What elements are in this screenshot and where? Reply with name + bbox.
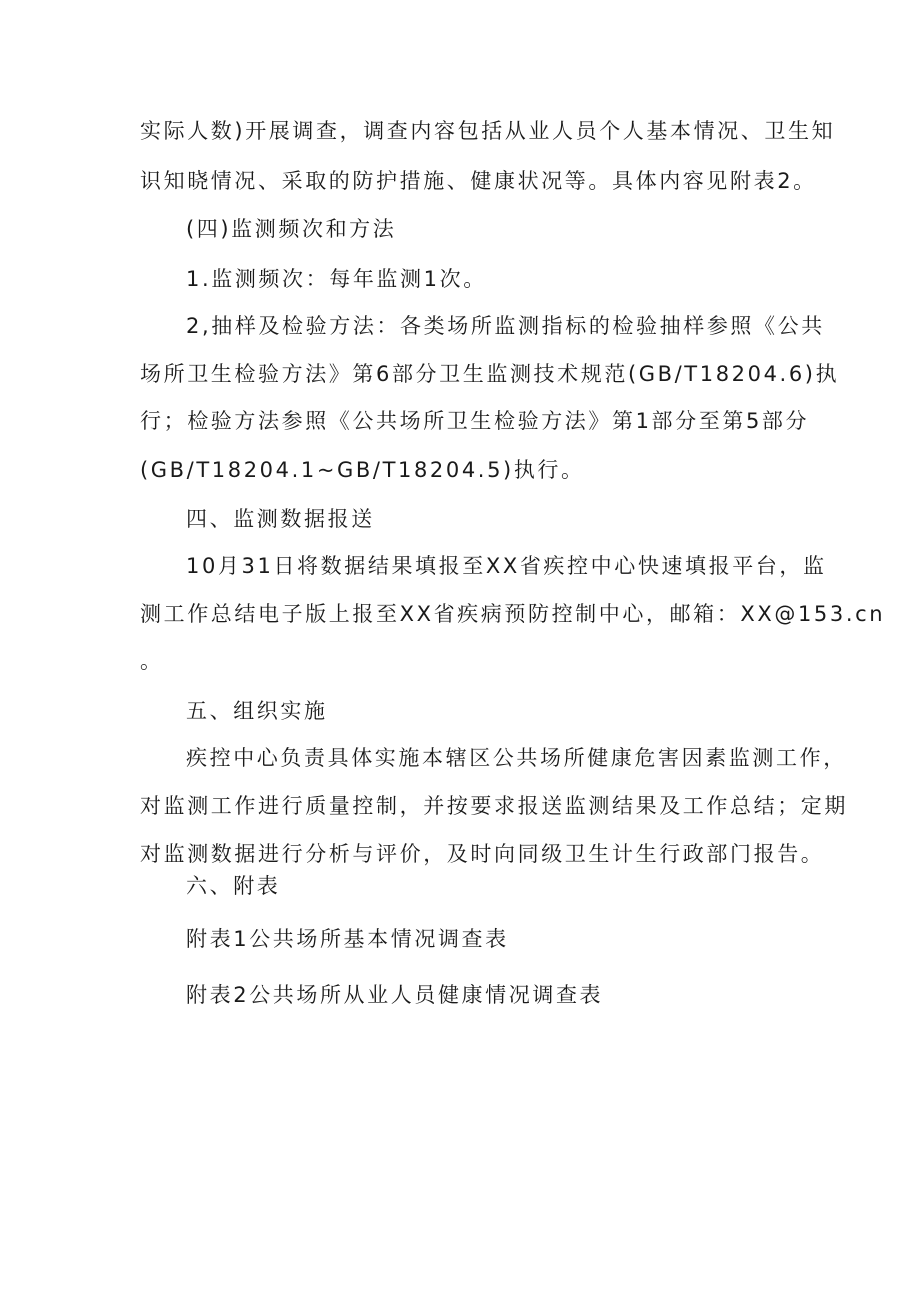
paragraph-line: 2,抽样及检验方法：各类场所监测指标的检验抽样参照《公共: [186, 314, 825, 338]
paragraph-line: (GB/T18204.1~GB/T18204.5)执行。: [140, 458, 585, 482]
paragraph-line: 场所卫生检验方法》第6部分卫生监测技术规范(GB/T18204.6)执: [140, 362, 840, 386]
section-heading-organization: 五、组织实施: [186, 699, 328, 723]
paragraph-line: 对监测工作进行质量控制，并按要求报送监测结果及工作总结；定期: [140, 794, 848, 818]
appendix-item-2: 附表2公共场所从业人员健康情况调查表: [186, 983, 604, 1007]
paragraph-line: 测工作总结电子版上报至XX省疾病预防控制中心，邮箱：XX@153.cn: [140, 602, 886, 626]
paragraph-line: 识知晓情况、采取的防护措施、健康状况等。具体内容见附表2。: [140, 169, 817, 193]
paragraph-line: 。: [140, 649, 164, 673]
paragraph-line: 实际人数)开展调查，调查内容包括从业人员个人基本情况、卫生知: [140, 119, 836, 143]
paragraph-line: 疾控中心负责具体实施本辖区公共场所健康危害因素监测工作，: [186, 746, 847, 770]
paragraph-line: 10月31日将数据结果填报至XX省疾控中心快速填报平台，监: [186, 554, 827, 578]
section-heading-data-reporting: 四、监测数据报送: [186, 507, 375, 531]
section-heading-appendix: 六、附表: [186, 874, 281, 898]
section-heading-monitoring-frequency: (四)监测频次和方法: [186, 217, 397, 241]
paragraph-line: 行；检验方法参照《公共场所卫生检验方法》第1部分至第5部分: [140, 409, 810, 433]
paragraph-line: 对监测数据进行分析与评价，及时向同级卫生计生行政部门报告。: [140, 842, 825, 866]
paragraph-line: 1.监测频次：每年监测1次。: [186, 267, 487, 291]
appendix-item-1: 附表1公共场所基本情况调查表: [186, 927, 509, 951]
